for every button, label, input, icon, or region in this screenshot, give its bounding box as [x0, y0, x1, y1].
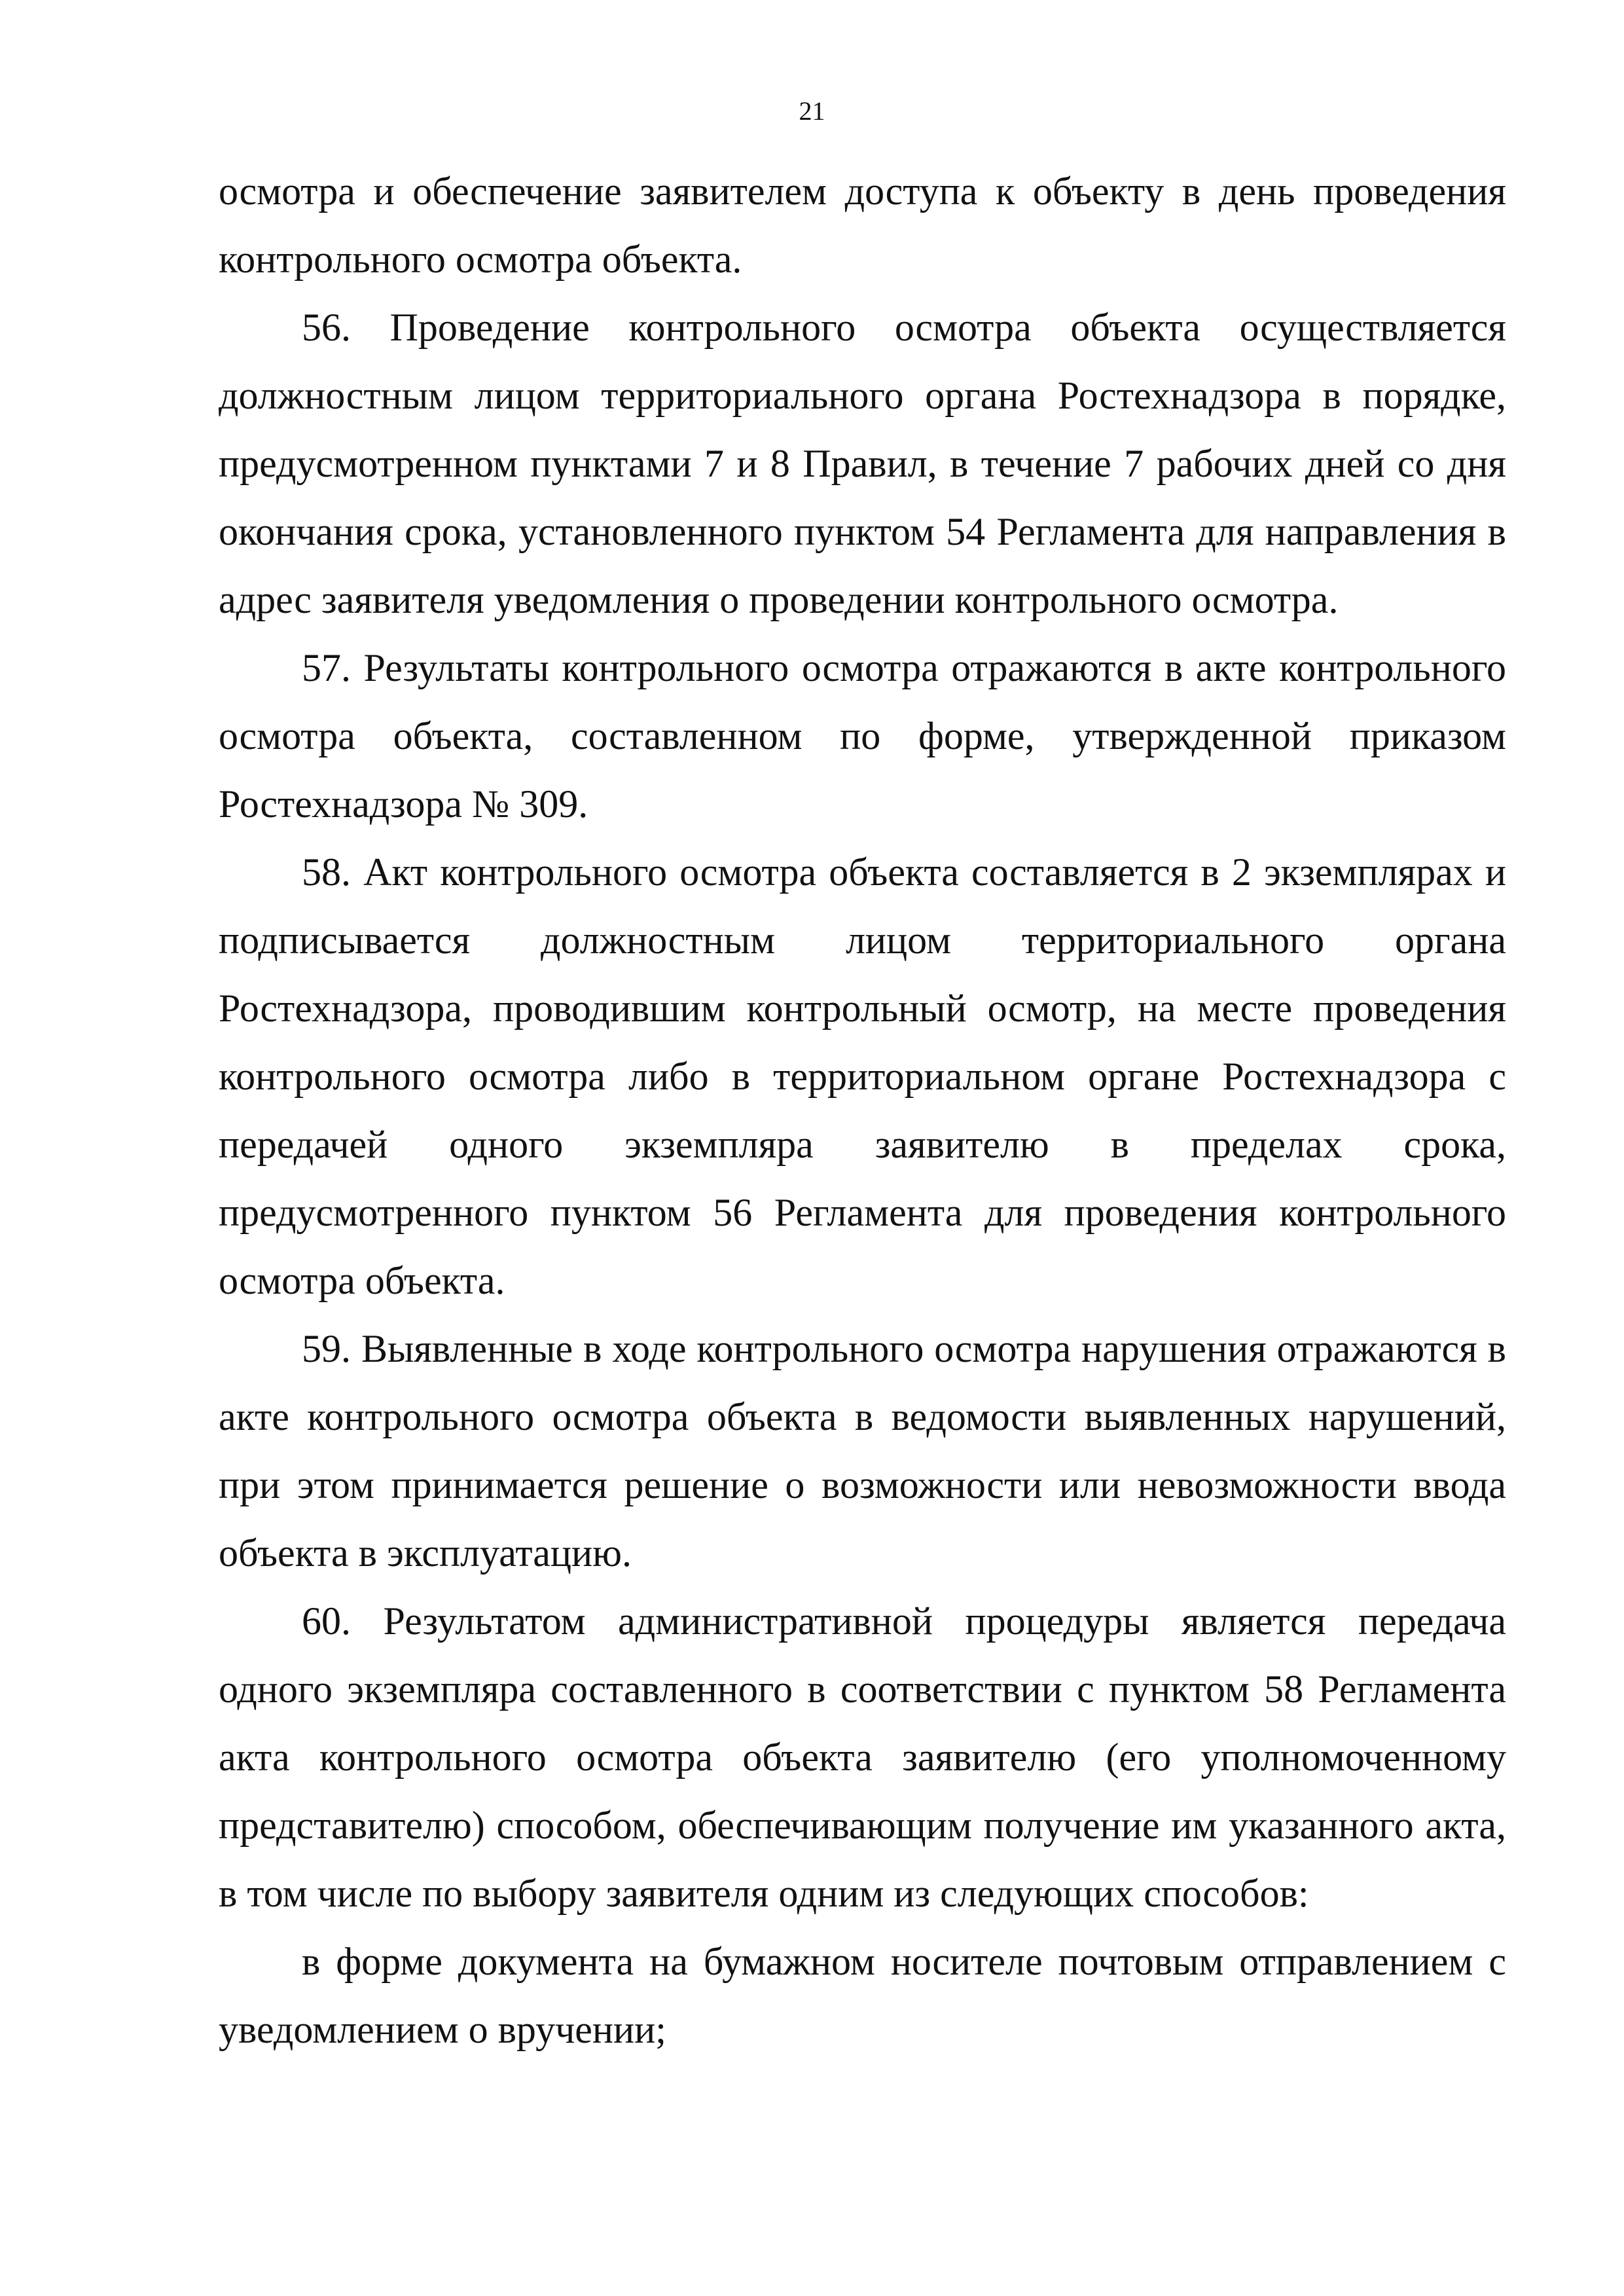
paragraph-56: 56. Проведение контрольного осмотра объекта осуществляется должностным лицом территориального органа Ростехнадзора в порядке, предусмотренном пунктами 7 и 8 Правил, в течение 7 рабочих дней со дня окончания срока, установленного пунктом 54 Регламента для направления в адрес заявителя уведомления о проведении контрольного осмотра. [219, 306, 1506, 621]
document-body [219, 157, 1506, 2064]
paragraph-59: 59. Выявленные в ходе контрольного осмотра нарушения отражаются в акте контрольного осмотра объекта в ведомости выявленных нарушений, при этом принимается решение о возможности или невозможности ввода объекта в эксплуатацию. [219, 1327, 1506, 1575]
paragraph-60: 60. Результатом административной процедуры является передача одного экземпляра составленного в соответствии с пунктом 58 Регламента акта контрольного осмотра объекта заявителю (его уполномоченному представителю) способом, обеспечивающим получение им указанного акта, в том числе по выбору заявителя одним из следующих способов: [219, 1599, 1506, 1915]
page-number: 21 [799, 96, 825, 126]
paragraph-continuation: осмотра и обеспечение заявителем доступа к объекту в день проведения контрольного осмотра объекта. [219, 170, 1506, 281]
paragraph-delivery-method: в форме документа на бумажном носителе почтовым отправлением с уведомлением о вручении; [219, 1940, 1506, 2051]
paragraph-57: 57. Результаты контрольного осмотра отражаются в акте контрольного осмотра объекта, составленном по форме, утвержденной приказом Ростехнадзора № 309. [219, 646, 1506, 826]
paragraph-58: 58. Акт контрольного осмотра объекта составляется в 2 экземплярах и подписывается должностным лицом территориального органа Ростехнадзора, проводившим контрольный осмотр, на месте проведения контрольного осмотра либо в территориальном органе Ростехнадзора с передачей одного экземпляра заявителю в пределах срока, предусмотренного пунктом 56 Регламента для проведения контрольного осмотра объекта. [219, 850, 1506, 1302]
